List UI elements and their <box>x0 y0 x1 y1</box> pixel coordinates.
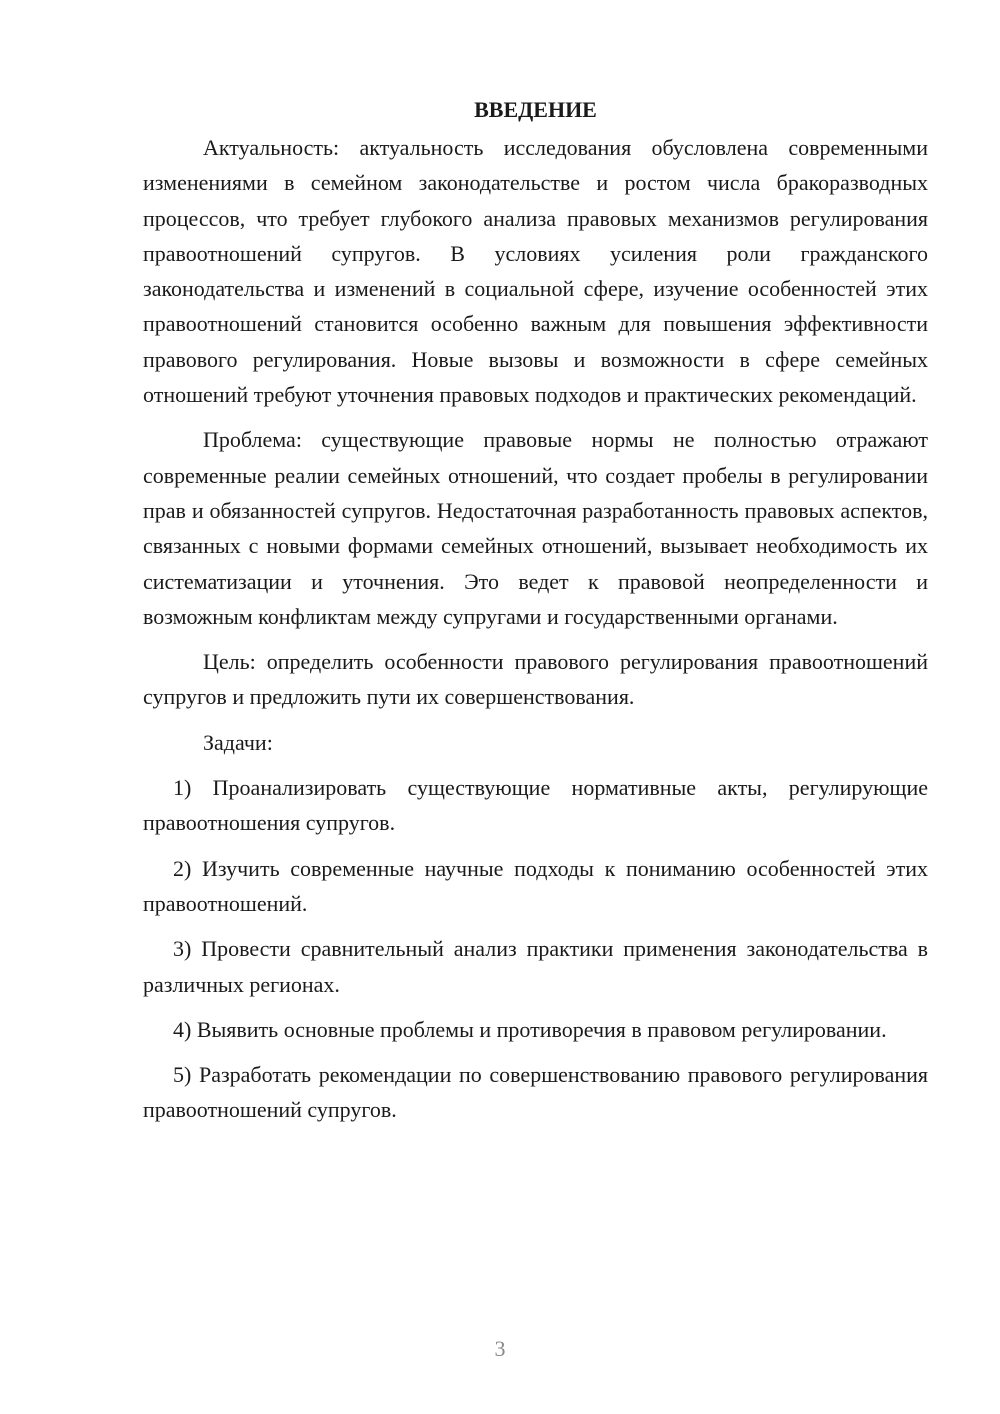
document-page <box>143 94 928 1128</box>
task-item: 5) Разработать рекомендации по совершенствованию правового регулирования правоотношений супругов. <box>143 1062 928 1123</box>
paragraph-problem: Проблема: существующие правовые нормы не полностью отражают современные реалии семейных отношений, что создает пробелы в регулировании прав и обязанностей супругов. Недостаточная разработанность правовых аспектов, связанных с новыми формами семейных отношений, вызывает необходимость их систематизации и уточнения. Это ведет к правовой неопределенности и возможным конфликтам между супругами и государственными органами. <box>143 427 928 629</box>
task-item: 1) Проанализировать существующие нормативные акты, регулирующие правоотношения супругов. <box>143 775 928 836</box>
task-item: 4) Выявить основные проблемы и противоречия в правовом регулировании. <box>173 1016 887 1042</box>
paragraph-relevance: Актуальность: актуальность исследования обусловлена современными изменениями в семейном законодательстве и ростом числа бракоразводных процессов, что требует глубокого анализа правовых механизмов регулирования правоотношений супругов. В условиях усиления роли гражданского законодательства и изменений в социальной сфере, изучение особенностей этих правоотношений становится особенно важным для повышения эффективности правового регулирования. Новые вызовы и возможности в сфере семейных отношений требуют уточнения правовых подходов и практических рекомендаций. <box>143 135 928 408</box>
page-number: 3 <box>494 1336 506 1361</box>
task-item: 3) Провести сравнительный анализ практики применения законодательства в различных регионах. <box>143 936 928 997</box>
section-title: ВВЕДЕНИЕ <box>474 97 597 122</box>
paragraph-goal: Цель: определить особенности правового регулирования правоотношений супругов и предложить пути их совершенствования. <box>143 649 928 710</box>
tasks-heading: Задачи: <box>203 729 273 755</box>
task-item: 2) Изучить современные научные подходы к пониманию особенностей этих правоотношений. <box>143 855 928 916</box>
